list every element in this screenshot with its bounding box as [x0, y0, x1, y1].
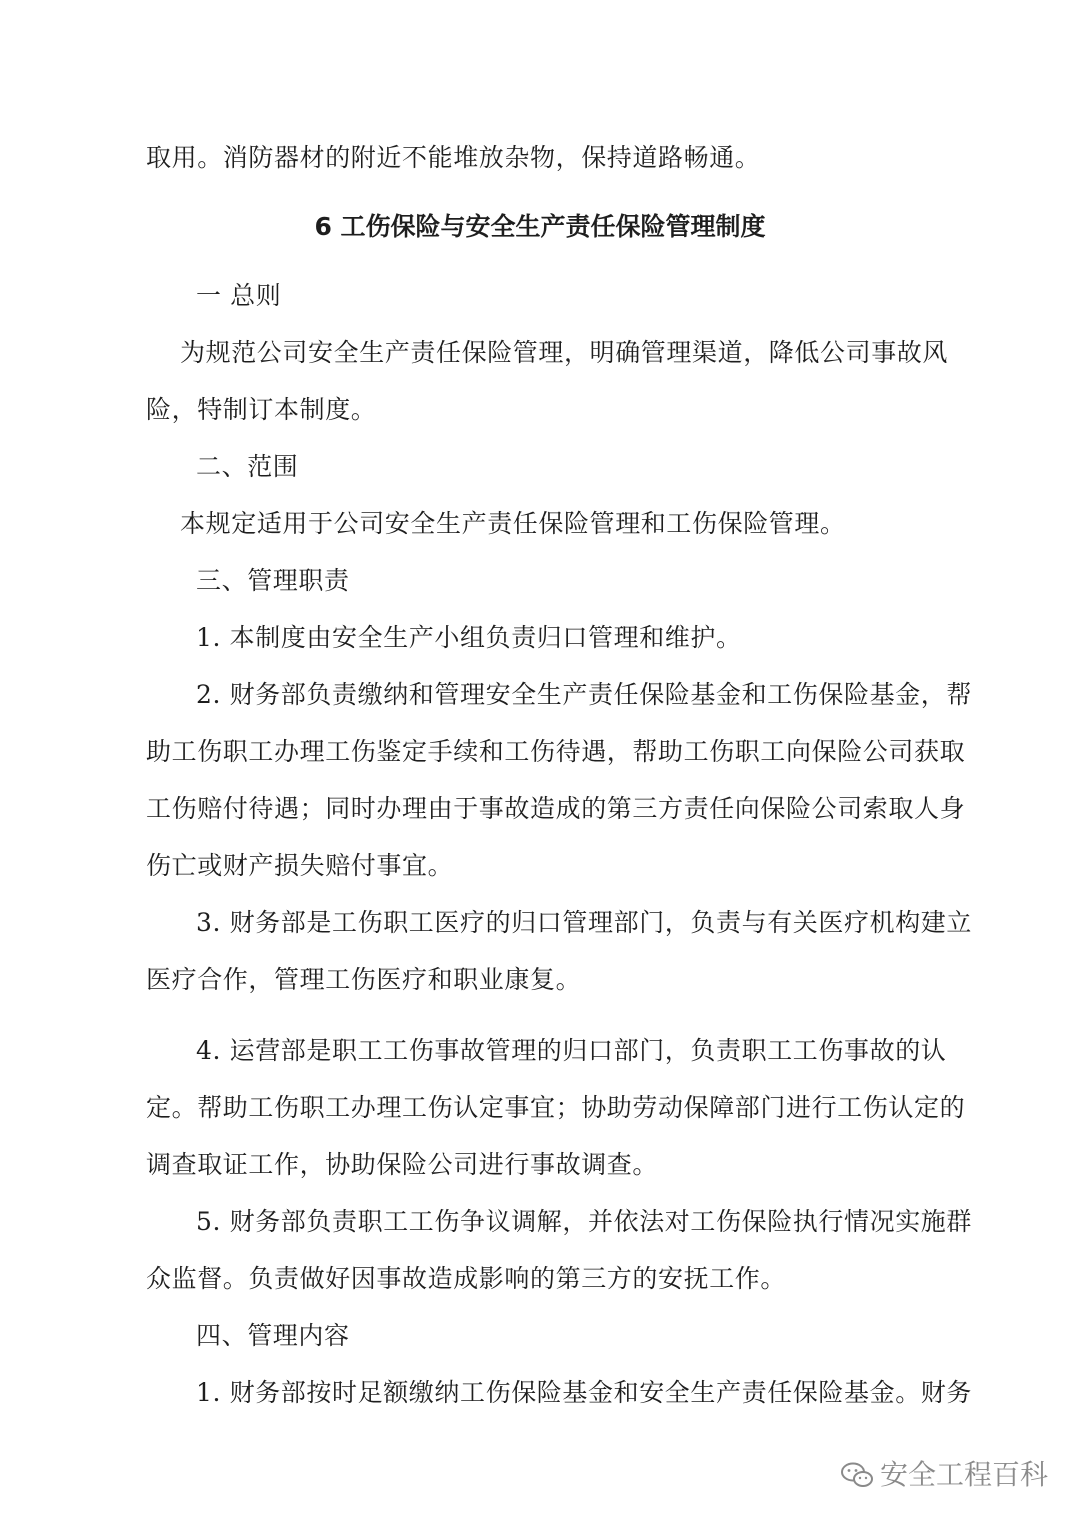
subsection-heading: 三、管理职责: [196, 566, 350, 595]
text-line: 险，特制订本制度。: [146, 395, 377, 424]
subsection-heading: 四、管理内容: [196, 1321, 350, 1350]
text-line: 助工伤职工办理工伤鉴定手续和工伤待遇，帮助工伤职工向保险公司获取: [146, 737, 966, 766]
text-line: 医疗合作，管理工伤医疗和职业康复。: [146, 965, 582, 994]
list-item: 3. 财务部是工伤职工医疗的归口管理部门，负责与有关医疗机构建立: [196, 908, 973, 937]
text-line: 为规范公司安全生产责任保险管理，明确管理渠道，降低公司事故风: [180, 338, 949, 367]
watermark: [840, 1458, 1048, 1492]
list-item: 1. 财务部按时足额缴纳工伤保险基金和安全生产责任保险基金。财务: [196, 1378, 973, 1407]
subsection-heading: 二、范围: [196, 452, 299, 481]
list-item: 5. 财务部负责职工工伤争议调解，并依法对工伤保险执行情况实施群: [196, 1207, 973, 1236]
text-line: 工伤赔付待遇；同时办理由于事故造成的第三方责任向保险公司索取人身: [146, 794, 966, 823]
text-line: 取用。消防器材的附近不能堆放杂物，保持道路畅通。: [146, 143, 761, 172]
watermark-text: 安全工程百科: [879, 1458, 1048, 1491]
list-item: 4. 运营部是职工工伤事故管理的归口部门，负责职工工伤事故的认: [196, 1036, 947, 1065]
wechat-icon: [840, 1461, 874, 1489]
text-line: 调查取证工作，协助保险公司进行事故调查。: [146, 1150, 659, 1179]
text-line: 伤亡或财产损失赔付事宜。: [146, 851, 454, 880]
subsection-heading: 一 总则: [196, 281, 282, 310]
list-item: 1. 本制度由安全生产小组负责归口管理和维护。: [196, 623, 742, 652]
section-heading: 6 工伤保险与安全生产责任保险管理制度: [314, 212, 766, 241]
text-line: 众监督。负责做好因事故造成影响的第三方的安抚工作。: [146, 1264, 787, 1293]
text-line: 本规定适用于公司安全生产责任保险管理和工伤保险管理。: [180, 509, 846, 538]
list-item: 2. 财务部负责缴纳和管理安全生产责任保险基金和工伤保险基金，帮: [196, 680, 973, 709]
text-line: 定。帮助工伤职工办理工伤认定事宜；协助劳动保障部门进行工伤认定的: [146, 1093, 966, 1122]
